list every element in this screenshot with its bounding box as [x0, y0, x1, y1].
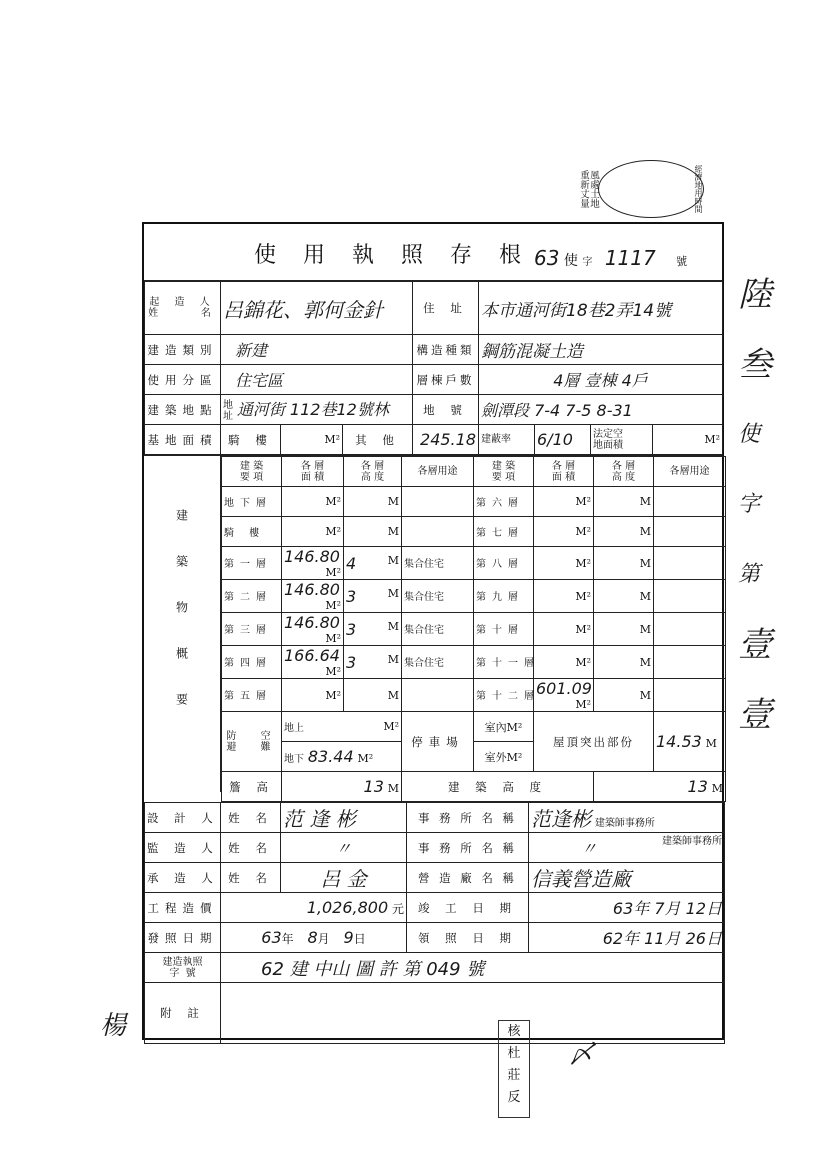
floor-name-value: 地下層 — [224, 497, 272, 509]
floor-name-value: 第四層 — [224, 658, 272, 669]
day-char: 日 — [353, 932, 366, 946]
margin-char: 叁 — [738, 345, 772, 385]
floor-area-unit: M² — [325, 688, 341, 702]
signature-mark: 〆 — [568, 1040, 595, 1070]
designer-office-label: 事 務 所 名 稱 — [407, 803, 529, 833]
floor-height-unit: M — [387, 525, 399, 538]
usage-permit-stub — [142, 222, 724, 1040]
zone-label: 使用分區 — [145, 365, 221, 395]
floor-use — [654, 613, 726, 646]
floor-use — [402, 580, 474, 613]
eave-cell — [282, 772, 402, 802]
supervisor-name-label: 姓 名 — [221, 833, 281, 863]
supervisor-label: 監 造 人 — [145, 833, 221, 863]
contractor-value: 呂 金 — [281, 863, 407, 893]
floor-name-value: 第八層 — [476, 559, 524, 570]
contractor-label: 承 造 人 — [145, 863, 221, 893]
above-unit: M² — [383, 719, 399, 733]
margin-char: 陸 — [738, 275, 772, 315]
floor-row — [222, 547, 726, 580]
floor-height-unit: M — [639, 655, 651, 669]
below-unit: M² — [357, 752, 374, 765]
floor-name — [222, 580, 282, 613]
floor-name — [222, 646, 282, 679]
permit-number — [534, 246, 687, 270]
building-height-cell — [594, 772, 726, 802]
floor-area — [282, 487, 344, 517]
floor-area — [282, 517, 344, 547]
floor-use — [654, 679, 726, 712]
floor-height-value: 4 — [346, 553, 357, 573]
floor-area — [534, 679, 594, 712]
floor-area-unit: M² — [575, 589, 591, 603]
floor-area — [534, 517, 594, 547]
floor-height — [594, 646, 654, 679]
floor-name — [474, 646, 540, 679]
floor-use — [654, 646, 726, 679]
floor-name — [474, 679, 540, 712]
info-table — [144, 281, 723, 455]
floor-height-unit: M — [387, 586, 399, 600]
registration-stamp — [478, 170, 598, 216]
lot-label: 地 號 — [413, 395, 479, 425]
cost-unit: 元 — [391, 902, 404, 916]
arcade-label: 騎 樓 — [221, 425, 281, 455]
floor-use — [402, 487, 474, 517]
eave-unit: M — [387, 782, 399, 795]
floor-height-unit: M — [639, 688, 651, 702]
margin-char: 字 — [738, 492, 761, 517]
floor-name-value: 第十二層 — [476, 691, 540, 702]
floor-height — [344, 679, 402, 712]
coverage-label: 建蔽率 — [479, 425, 535, 455]
outline-section-label: 建築物概要 — [144, 456, 221, 792]
office-suffix: 建築師事務所 — [594, 818, 655, 829]
col-header: 建 築 要 項 — [222, 457, 282, 487]
address-value: 本市通河街18巷2弄14號 — [479, 282, 723, 335]
floor-height-value: 3 — [346, 586, 357, 606]
permit-number-suffix: 號 — [676, 255, 688, 268]
floor-height — [594, 487, 654, 517]
floors-value: 4層 壹棟 4戶 — [479, 365, 723, 395]
right-margin-notes — [738, 260, 798, 750]
floor-height-unit: M — [639, 525, 651, 538]
site-value-cell — [221, 395, 413, 425]
building-height-unit: M — [711, 782, 723, 795]
permit-label: 建造執照 字 號 — [145, 953, 221, 983]
cost-label: 工程造價 — [145, 893, 221, 923]
floor-area-unit: M² — [575, 525, 591, 538]
lot-value: 劍潭段 7-4 7-5 8-31 — [479, 395, 723, 425]
floor-use — [654, 487, 726, 517]
floor-use — [654, 517, 726, 547]
floor-area — [534, 580, 594, 613]
floor-area-value: 146.80 — [284, 580, 340, 599]
other-label: 其 他 — [343, 425, 413, 455]
registration-stamp-text: 風處土地重新丈量 — [578, 170, 599, 208]
below-value: 83.44 — [307, 747, 354, 766]
zone-value: 住宅區 — [221, 365, 413, 395]
building-outline — [144, 455, 722, 802]
floor-row — [222, 487, 726, 517]
collect-label: 領 照 日 期 — [407, 923, 529, 953]
floor-area-unit: M² — [575, 698, 591, 711]
roof-cell — [654, 712, 726, 772]
designer-name-label: 姓 名 — [221, 803, 281, 833]
floor-use — [654, 547, 726, 580]
roof-label: 屋頂突出部份 — [534, 712, 654, 772]
legal-label: 法定空 地面積 — [591, 425, 653, 455]
floor-use — [402, 517, 474, 547]
margin-char: 壹 — [738, 625, 772, 665]
collect-value: 62年 11月 26日 — [529, 923, 725, 953]
shelter-above — [282, 712, 402, 742]
floor-height-unit: M — [639, 622, 651, 636]
floor-name-value: 第九層 — [476, 592, 524, 603]
floor-use — [402, 646, 474, 679]
form-title: 使 用 執 照 存 根 — [254, 243, 531, 268]
form-header — [144, 224, 722, 281]
approval-stamp: 核 杜 莊 反 — [498, 1020, 530, 1118]
eave-label: 簷 高 — [222, 772, 282, 802]
floor-height — [344, 646, 402, 679]
floor-name-value: 騎 樓 — [224, 527, 266, 539]
floor-area-unit: M² — [325, 632, 341, 645]
building-type-value: 新建 — [221, 335, 413, 365]
supervisor-value: 〃 — [281, 833, 407, 863]
floor-area — [534, 547, 594, 580]
col-header: 各 層 面 積 — [534, 457, 594, 487]
floors-label: 層棟戶數 — [413, 365, 479, 395]
cost-cell — [221, 893, 407, 923]
legal-unit: M² — [653, 425, 723, 455]
floor-height-unit: M — [639, 556, 651, 570]
parking-label: 停車場 — [402, 712, 474, 772]
floor-area — [534, 613, 594, 646]
margin-char: 第 — [738, 562, 761, 587]
permit-number-word: 字 — [582, 257, 593, 268]
floor-area-unit: M² — [575, 655, 591, 669]
floor-area-value: 146.80 — [284, 547, 340, 566]
floor-height — [594, 547, 654, 580]
structure-label: 構造種類 — [413, 335, 479, 365]
floor-height — [344, 487, 402, 517]
floor-row — [222, 580, 726, 613]
floor-height-unit: M — [387, 495, 399, 508]
floor-row — [222, 613, 726, 646]
issue-month: 8 — [307, 928, 318, 947]
floor-area-unit: M² — [325, 495, 341, 508]
floor-area-unit: M² — [575, 622, 591, 636]
floor-use-value: 集合住宅 — [404, 592, 444, 603]
supervisor-office-label: 事 務 所 名 稱 — [407, 833, 529, 863]
permit-number-value: 1117 — [604, 246, 656, 270]
building-height-label: 建 築 高 度 — [402, 772, 594, 802]
completion-value: 63年 7月 12日 — [529, 893, 725, 923]
site-label: 建築地點 — [145, 395, 221, 425]
floor-name-value: 第七層 — [476, 527, 524, 539]
floor-name — [222, 613, 282, 646]
coverage-value: 6/10 — [535, 425, 591, 455]
floor-height — [344, 547, 402, 580]
floor-height-unit: M — [387, 619, 399, 633]
structure-value: 鋼筋混凝土造 — [479, 335, 723, 365]
contractor-name-label: 姓 名 — [221, 863, 281, 893]
designer-office-cell — [529, 803, 725, 833]
floor-height — [344, 613, 402, 646]
floor-row — [222, 679, 726, 712]
floor-area-value: 166.64 — [284, 646, 340, 665]
floor-area-unit: M² — [325, 566, 341, 579]
left-margin-mark: 楊 — [100, 1011, 127, 1041]
builder-value: 呂錦花、郭何金針 — [221, 282, 413, 335]
builder-label: 起 造 人 姓 名 — [145, 282, 221, 335]
arcade-unit: M² — [281, 425, 343, 455]
area-label: 基地面積 — [145, 425, 221, 455]
shelter-label: 防 空 避 難 — [222, 712, 282, 772]
issue-day: 9 — [343, 928, 354, 947]
site-value: 通河街 112巷12號林 — [236, 399, 389, 419]
permit-number-char: 使 — [563, 253, 578, 269]
floor-name — [474, 613, 534, 646]
floor-height-unit: M — [639, 495, 651, 508]
company-label: 營 造 廠 名 稱 — [407, 863, 529, 893]
issue-label: 發照日期 — [145, 923, 221, 953]
floor-row — [222, 517, 726, 547]
floor-area-value: 146.80 — [284, 613, 340, 632]
floor-name-value: 第二層 — [224, 592, 272, 603]
designer-label: 設 計 人 — [145, 803, 221, 833]
company-value: 信義營造廠 — [529, 863, 725, 893]
notes-value — [221, 983, 725, 1044]
site-sub-label: 地 址 — [223, 400, 233, 423]
floor-name-value: 第五層 — [224, 691, 272, 702]
notes-label: 附 註 — [145, 983, 221, 1044]
oval-stamp-text: 經濟地用時間 — [694, 165, 703, 213]
floor-name — [474, 487, 534, 517]
floor-height — [594, 517, 654, 547]
eave-value: 13 — [363, 777, 384, 796]
floor-name — [474, 517, 534, 547]
floor-area — [282, 646, 344, 679]
floor-row — [222, 646, 726, 679]
floor-area-unit: M² — [575, 556, 591, 570]
col-header: 建 築 要 項 — [474, 457, 534, 487]
above-label: 地上 — [284, 722, 304, 734]
designer-value: 范 逢 彬 — [281, 803, 407, 833]
shelter-below — [282, 742, 402, 772]
floor-name — [222, 517, 282, 547]
roof-unit: M — [705, 737, 717, 750]
floor-area — [282, 580, 344, 613]
other-value: 245.18 — [413, 425, 479, 455]
issue-cell — [221, 923, 407, 953]
permit-number-year: 63 — [534, 246, 560, 270]
floor-name — [474, 580, 534, 613]
address-label: 住 址 — [413, 282, 479, 335]
floor-name-value: 第一層 — [224, 559, 272, 570]
supervisor-office-cell — [529, 833, 725, 863]
floor-height-value: 3 — [346, 619, 357, 639]
building-type-label: 建造類別 — [145, 335, 221, 365]
col-header: 各層用途 — [402, 457, 474, 487]
issue-year: 63 — [261, 928, 282, 947]
floor-area — [282, 679, 344, 712]
floor-use-value: 集合住宅 — [404, 559, 444, 570]
below-label: 地下 — [284, 754, 304, 765]
floor-area — [534, 646, 594, 679]
col-header: 各層用途 — [654, 457, 726, 487]
floor-use-value: 集合住宅 — [404, 625, 444, 636]
floor-name-value: 第六層 — [476, 497, 524, 509]
floor-height — [594, 613, 654, 646]
margin-char: 壹 — [738, 695, 772, 735]
floor-area-unit: M² — [325, 599, 341, 612]
floor-height — [594, 580, 654, 613]
floor-use — [402, 547, 474, 580]
floor-height — [344, 580, 402, 613]
floor-height-value: 3 — [346, 652, 357, 672]
floor-name — [222, 547, 282, 580]
floor-name-value: 第十一層 — [476, 658, 540, 669]
floor-area-value: 601.09 — [536, 679, 592, 698]
floor-name-value: 第十層 — [476, 625, 524, 636]
floor-height-unit: M — [387, 553, 399, 567]
floor-name-value: 第三層 — [224, 625, 272, 636]
floor-area-unit: M² — [575, 495, 591, 508]
floor-height — [594, 679, 654, 712]
floor-use — [402, 679, 474, 712]
margin-char: 使 — [738, 422, 761, 447]
outdoor-label: 室外M² — [474, 742, 534, 772]
floor-use — [402, 613, 474, 646]
month-char: 月 — [317, 932, 330, 946]
floor-height-unit: M — [639, 589, 651, 603]
cost-value: 1,026,800 — [306, 898, 389, 917]
indoor-label: 室內M² — [474, 712, 534, 742]
col-header: 各 層 高 度 — [344, 457, 402, 487]
floor-name — [222, 679, 282, 712]
floor-use-value: 集合住宅 — [404, 658, 444, 669]
col-header: 各 層 面 積 — [282, 457, 344, 487]
designer-office-value: 范逢彬 — [531, 807, 591, 831]
roof-value: 14.53 — [656, 732, 702, 751]
floor-height-unit: M — [387, 688, 399, 702]
floor-name — [474, 547, 534, 580]
building-height-value: 13 — [687, 777, 708, 796]
floor-area — [534, 487, 594, 517]
floor-area — [282, 613, 344, 646]
floor-height — [344, 517, 402, 547]
floor-area — [282, 547, 344, 580]
floor-area-unit: M² — [325, 525, 341, 538]
supervisor-office-value: 〃 — [581, 839, 598, 858]
office-suffix: 建築師事務所 — [662, 836, 722, 847]
floor-use — [654, 580, 726, 613]
oval-stamp — [598, 160, 704, 218]
completion-label: 竣 工 日 期 — [407, 893, 529, 923]
floor-height-unit: M — [387, 652, 399, 666]
people-table — [144, 802, 725, 1044]
outline-table — [221, 456, 726, 802]
col-header: 各 層 高 度 — [594, 457, 654, 487]
permit-value: 62 建 中山 圖 許 第 049 號 — [221, 953, 725, 983]
floor-name — [222, 487, 282, 517]
year-char: 年 — [281, 932, 294, 946]
floor-area-unit: M² — [325, 665, 341, 678]
